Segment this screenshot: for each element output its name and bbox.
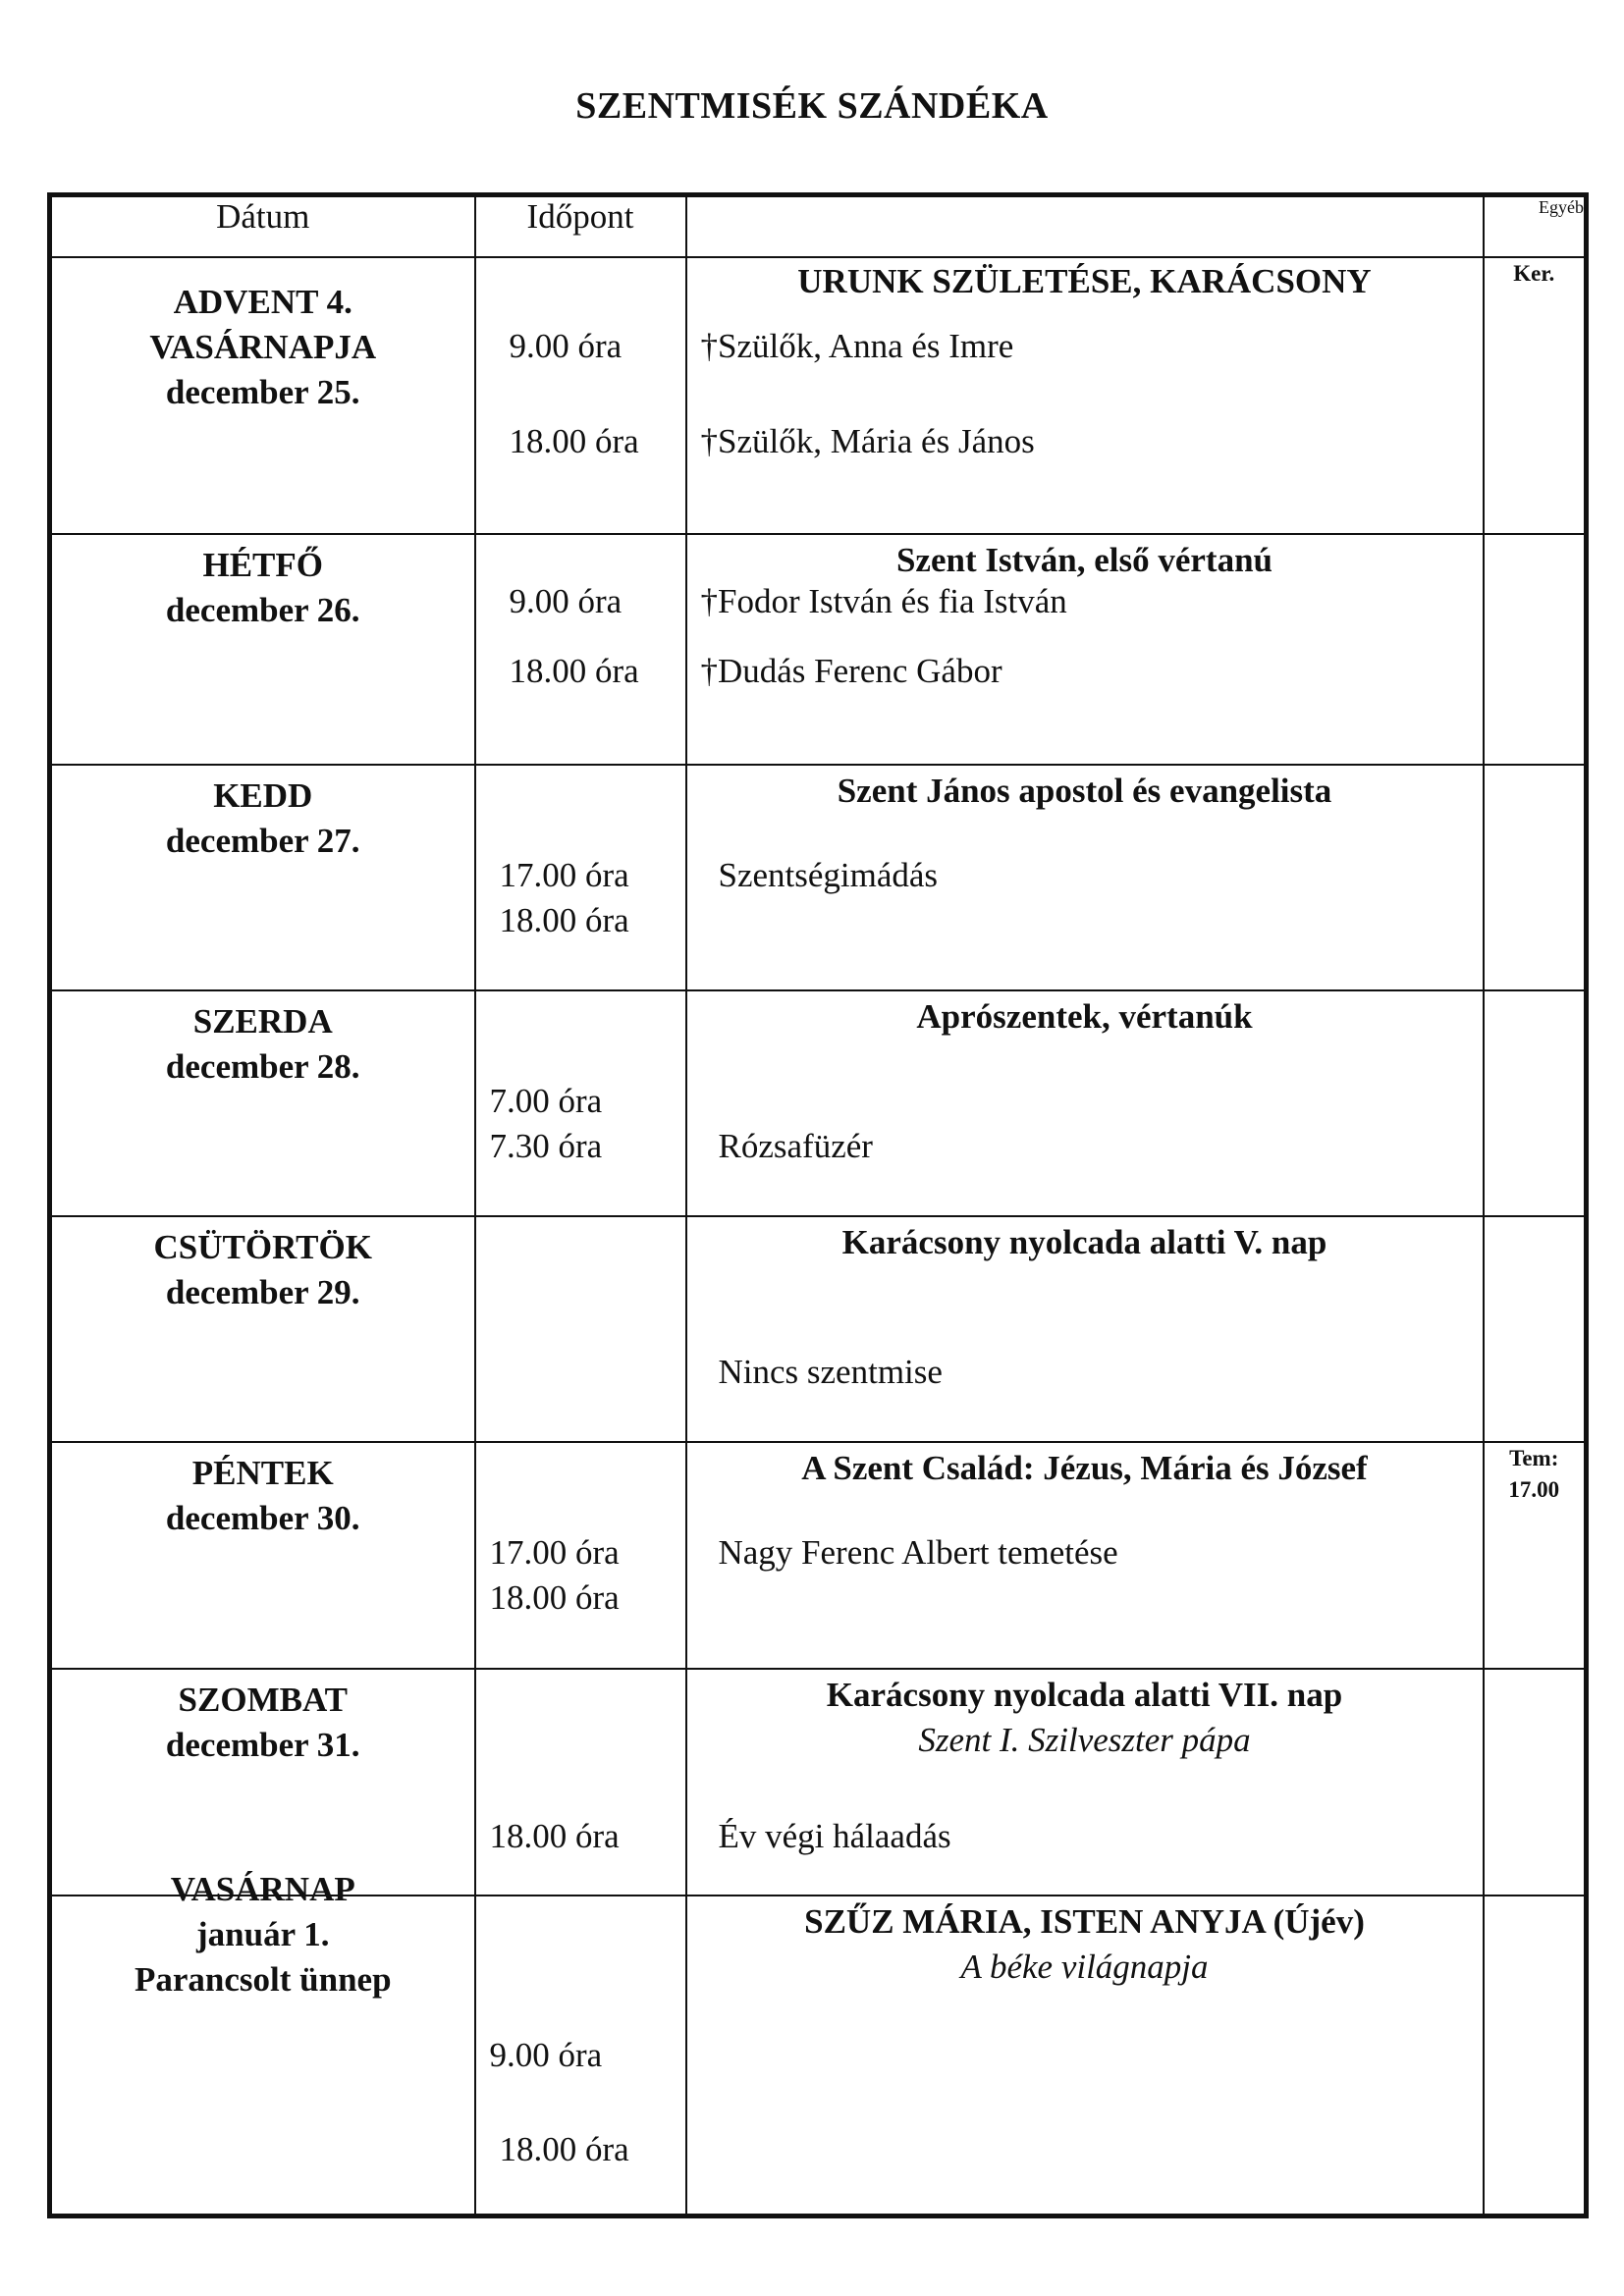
other-cell: [1484, 1669, 1587, 1896]
table-row: [50, 1669, 1587, 1896]
time-cell: [475, 1216, 686, 1442]
day-label-line: december 25.: [165, 373, 360, 411]
day-label-line: december 30.: [165, 1499, 360, 1537]
feast-title: Szent István, első vértanú: [895, 541, 1273, 579]
day-label-line: december 27.: [165, 822, 360, 860]
day-label-line: CSÜTÖRTÖK: [153, 1228, 372, 1266]
feast-subtitle: A béke világnapja: [960, 1948, 1209, 1986]
day-cell: [50, 990, 475, 1216]
intention-cell: [686, 534, 1484, 765]
other-note: 17.00: [1508, 1477, 1560, 1502]
time-cell: [475, 765, 686, 990]
other-cell: [1484, 1216, 1587, 1442]
mass-time: 18.00 óra: [509, 652, 639, 690]
header-time: Időpont: [475, 195, 686, 258]
day-label-line: VASÁRNAPJA: [149, 328, 377, 366]
mass-time: 7.30 óra: [489, 1127, 603, 1165]
mass-intention: Rózsafüzér: [718, 1127, 873, 1165]
day-cell: [50, 765, 475, 990]
feast-title: Karácsony nyolcada alatti V. nap: [841, 1223, 1327, 1261]
other-cell: [1484, 534, 1587, 765]
mass-intention: †Szülők, Anna és Imre: [700, 327, 1014, 365]
day-cell: [50, 257, 475, 534]
mass-intention: Szentségimádás: [718, 856, 939, 894]
feast-title: A Szent Család: Jézus, Mária és József: [801, 1449, 1368, 1487]
other-note: Ker.: [1513, 261, 1555, 286]
day-cell: [50, 534, 475, 765]
day-label-line: PÉNTEK: [191, 1454, 334, 1492]
other-note: Tem:: [1509, 1446, 1559, 1470]
intention-cell: [686, 1896, 1484, 2216]
mass-time: 9.00 óra: [509, 327, 623, 365]
header-date: Dátum: [50, 195, 475, 258]
time-cell: [475, 534, 686, 765]
feast-title: Szent János apostol és evangelista: [837, 772, 1332, 810]
table-row: [50, 1216, 1587, 1442]
table-header-row: [50, 195, 1587, 258]
mass-time: 18.00 óra: [489, 1817, 620, 1855]
day-label-line: KEDD: [213, 776, 313, 815]
intention-cell: [686, 1442, 1484, 1669]
mass-time: 18.00 óra: [499, 901, 629, 939]
other-cell: [1484, 1896, 1587, 2216]
intention-cell: [686, 765, 1484, 990]
mass-time: 18.00 óra: [499, 2130, 629, 2168]
other-cell: [1484, 990, 1587, 1216]
page-title: SZENTMISÉK SZÁNDÉKA: [575, 85, 1049, 127]
table-row: [50, 534, 1587, 765]
table-row: [50, 765, 1587, 990]
intention-cell: [686, 257, 1484, 534]
intention-cell: [686, 990, 1484, 1216]
table-row: [50, 1896, 1587, 2216]
mass-intention: †Fodor István és fia István: [700, 582, 1067, 620]
mass-schedule-table: [47, 192, 1589, 2218]
feast-title: Karácsony nyolcada alatti VII. nap: [826, 1676, 1343, 1714]
feast-title: SZŰZ MÁRIA, ISTEN ANYJA (Újév): [804, 1902, 1365, 1941]
mass-time: 18.00 óra: [509, 422, 639, 460]
time-cell: [475, 990, 686, 1216]
day-label-line: december 29.: [165, 1273, 360, 1311]
mass-time: 18.00 óra: [489, 1578, 620, 1617]
table-row: [50, 990, 1587, 1216]
day-label-line: VASÁRNAP: [170, 1870, 355, 1908]
feast-subtitle: Szent I. Szilveszter pápa: [918, 1721, 1251, 1759]
day-label-line: december 28.: [165, 1047, 360, 1086]
day-label-line: Parancsolt ünnep: [134, 1960, 392, 1999]
day-label-line: december 31.: [165, 1726, 360, 1764]
day-label-line: SZOMBAT: [178, 1681, 348, 1719]
intention-cell: [686, 1669, 1484, 1896]
mass-intention: †Dudás Ferenc Gábor: [700, 652, 1002, 690]
feast-title: URUNK SZÜLETÉSE, KARÁCSONY: [797, 262, 1372, 300]
mass-intention: Év végi hálaadás: [718, 1817, 951, 1855]
mass-intention: †Szülők, Mária és János: [700, 422, 1035, 460]
mass-time: 17.00 óra: [489, 1533, 620, 1572]
time-cell: [475, 1669, 686, 1896]
day-cell: [50, 1870, 475, 2216]
day-label-line: HÉTFŐ: [202, 546, 324, 584]
day-cell: [50, 1442, 475, 1669]
day-label-line: ADVENT 4.: [173, 283, 352, 321]
header-other: Egyéb: [1484, 195, 1587, 258]
time-cell: [475, 1442, 686, 1669]
intention-cell: [686, 1216, 1484, 1442]
other-cell: [1484, 765, 1587, 990]
table-row: [50, 257, 1587, 534]
mass-time: 7.00 óra: [489, 1082, 603, 1120]
mass-intention: Nincs szentmise: [718, 1353, 943, 1391]
day-label-line: SZERDA: [192, 1002, 333, 1041]
time-cell: [475, 257, 686, 534]
table-row: [50, 1442, 1587, 1669]
time-cell: [475, 1896, 686, 2216]
day-cell: [50, 1216, 475, 1442]
feast-title: Aprószentek, vértanúk: [916, 997, 1253, 1036]
mass-intention: Nagy Ferenc Albert temetése: [718, 1533, 1118, 1572]
day-label-line: december 26.: [165, 591, 360, 629]
day-label-line: január 1.: [196, 1915, 330, 1953]
mass-time: 17.00 óra: [499, 856, 629, 894]
mass-time: 9.00 óra: [489, 2036, 603, 2074]
mass-time: 9.00 óra: [509, 582, 623, 620]
day-cell: [50, 1669, 475, 1896]
header-intention: [686, 195, 1484, 258]
other-cell: [1484, 1442, 1587, 1669]
other-cell: [1484, 257, 1587, 534]
